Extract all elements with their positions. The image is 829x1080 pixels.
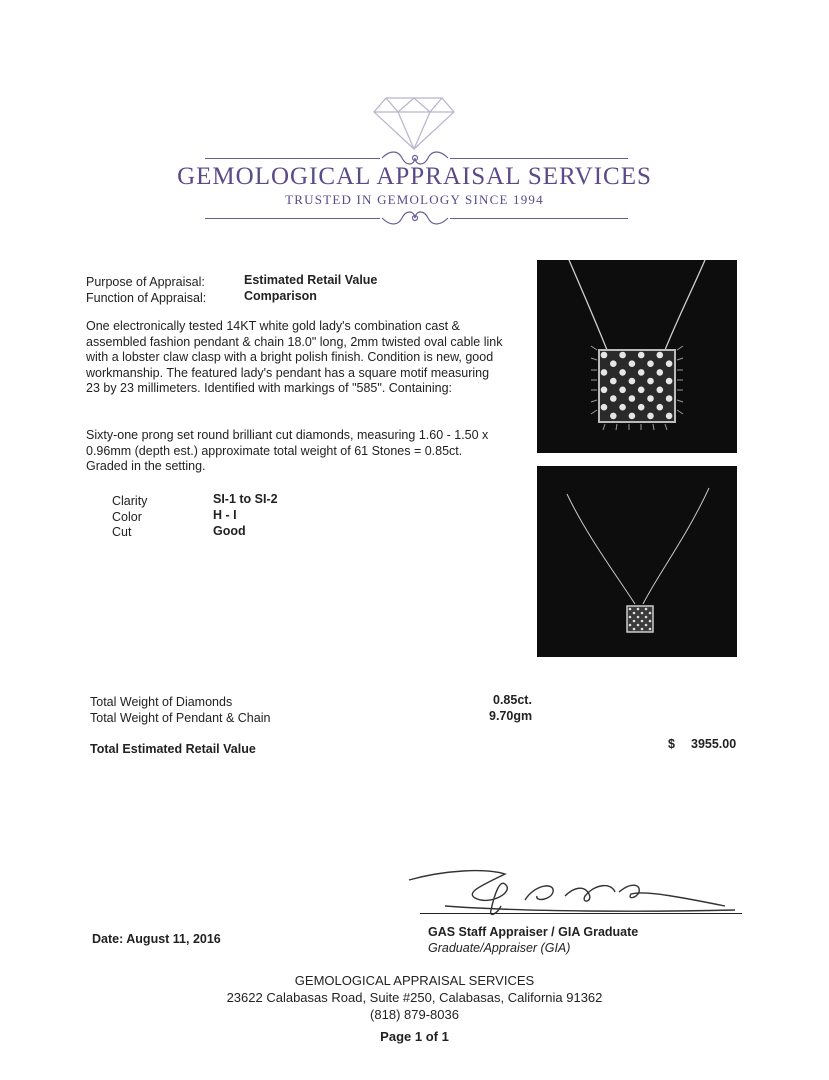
diamond-stone [601,369,608,376]
diamond-stone [637,624,640,627]
diamond-stone [629,360,636,367]
diamond-stone [637,616,640,619]
currency-symbol: $ [668,737,675,751]
ornament-bottom-icon [380,210,450,226]
purpose-label: Purpose of Appraisal: [86,275,205,289]
clarity-value: SI-1 to SI-2 [213,492,278,506]
diamond-stone [645,608,648,611]
diamond-stone [629,608,632,611]
appraisal-date: Date: August 11, 2016 [92,932,221,946]
total-retail-value: 3955.00 [691,737,737,751]
diamond-stone [641,628,644,631]
diamond-stone [619,352,626,359]
diamond-stone [666,395,673,402]
cut-label: Cut [112,525,132,539]
diamond-stone [649,612,652,615]
function-value: Comparison [244,289,317,303]
diamond-stone [649,628,652,631]
diamond-stone [638,369,645,376]
total-pendant-value: 9.70gm [489,709,533,723]
pendant-closeup-photo [537,260,737,453]
diamond-stone [657,352,664,359]
pendant-closeup-image [537,260,737,453]
diamond-stone [649,620,652,623]
diamond-stone [641,612,644,615]
footer-company: GEMOLOGICAL APPRAISAL SERVICES [294,973,535,988]
diamond-stone [647,413,654,420]
diamond-stone [657,369,664,376]
diamond-stone [619,404,626,411]
diamond-stone [633,628,636,631]
diamond-stone [633,620,636,623]
stones-description: Sixty-one prong set round brilliant cut diamonds, measuring 1.60 - 1.50 x 0.96mm (depth est.) approximate total weight of 61 Stones = 0.85ct. Graded in the setting. [86,428,489,474]
diamond-stone [633,612,636,615]
diamond-stone [629,378,636,385]
diamond-stone [647,360,654,367]
clarity-label: Clarity [112,494,148,508]
diamond-stone [629,616,632,619]
diamond-stone [645,616,648,619]
diamond-icon [372,94,456,152]
diamond-stone [637,608,640,611]
diamond-stone [657,387,664,394]
page-number: Page 1 of 1 [380,1029,449,1044]
necklace-full-photo [537,466,737,657]
footer-phone: (818) 879-8036 [370,1007,459,1022]
function-label: Function of Appraisal: [86,291,207,305]
item-description: One electronically tested 14KT white gold lady's combination cast & assembled fashion pendant & chain 18.0" long, 2mm twisted oval cable link with a lobster claw clasp with a bright polish finish. Condition is new, good workmanship. The featured lady's pendant has a square motif measuring 23 by 23 millimeters. Identified with markings of "585". Containing: [86,319,503,396]
cut-value: Good [213,524,246,538]
diamond-stone [647,395,654,402]
diamond-stone [610,360,617,367]
diamond-stone [601,352,608,359]
company-tagline: TRUSTED IN GEMOLOGY SINCE 1994 [285,192,544,207]
total-diamonds-value: 0.85ct. [493,693,532,707]
company-title: GEMOLOGICAL APPRAISAL SERVICES [177,163,652,190]
purpose-value: Estimated Retail Value [244,273,378,287]
total-retail-label: Total Estimated Retail Value [90,742,256,756]
signature-line [420,913,742,914]
necklace-full-image [537,466,737,657]
diamond-stone [601,387,608,394]
diamond-stone [666,413,673,420]
diamond-stone [610,378,617,385]
total-diamonds-label: Total Weight of Diamonds [90,695,233,709]
color-label: Color [112,510,142,524]
diamond-stone [629,624,632,627]
diamond-stone [666,378,673,385]
header-top-rule [205,158,380,159]
diamond-stone [645,624,648,627]
diamond-stone [666,360,673,367]
header-bottom-rule-right [450,218,628,219]
diamond-stone [619,369,626,376]
diamond-stone [641,620,644,623]
diamond-stone [657,404,664,411]
appraiser-credential: Graduate/Appraiser (GIA) [428,941,571,955]
header-bottom-rule [205,218,380,219]
diamond-stone [638,352,645,359]
footer-address: 23622 Calabasas Road, Suite #250, Calabasas, California 91362 [226,990,603,1005]
total-pendant-label: Total Weight of Pendant & Chain [90,711,271,725]
diamond-stone [610,395,617,402]
appraiser-title: GAS Staff Appraiser / GIA Graduate [428,925,639,939]
diamond-stone [638,404,645,411]
color-value: H - I [213,508,237,522]
diamond-stone [647,378,654,385]
diamond-stone [629,395,636,402]
diamond-stone [629,413,636,420]
diamond-stone [601,404,608,411]
diamond-stone [610,413,617,420]
diamond-stone [638,387,645,394]
diamond-stone [619,387,626,394]
header-top-rule-right [450,158,628,159]
